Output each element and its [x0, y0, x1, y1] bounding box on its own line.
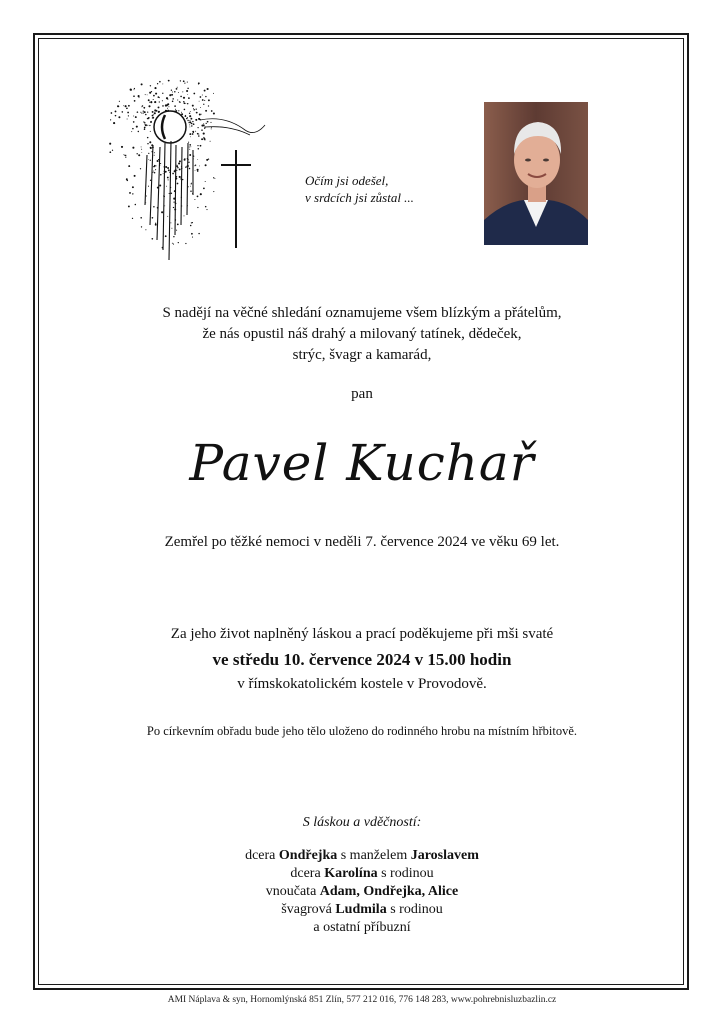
mourner-relation: a ostatní příbuzní: [313, 920, 411, 935]
cross-ornament-icon: [105, 75, 275, 270]
intro-line-1: S nadějí na věčné shledání oznamujeme všem blízkým a přátelům,: [162, 305, 562, 321]
mourner-name: Karolína: [324, 866, 378, 881]
mourners-list: [40, 847, 684, 937]
mourner-name: Ludmila: [335, 902, 387, 917]
mourner-relation: s rodinou: [377, 866, 434, 881]
burial-note: Po církevním obřadu bude jeho tělo uloženo do rodinného hrobu na místním hřbitově.: [146, 724, 578, 738]
death-notice: Zemřel po těžké nemoci v neděli 7. července 2024 ve věku 69 let.: [164, 534, 560, 550]
mourner-name: Adam, Ondřejka, Alice: [319, 884, 459, 899]
ceremony-intro: Za jeho život naplněný láskou a prací poděkujeme při mši svaté: [170, 626, 554, 642]
motto-line-1: Očím jsi odešel,: [305, 173, 389, 188]
mourner-relation: dcera: [245, 848, 279, 863]
closing-phrase: S láskou a vděčností:: [302, 815, 422, 830]
mourner-line: [40, 919, 684, 937]
ceremony-place: v římskokatolickém kostele v Provodově.: [237, 676, 487, 692]
mourner-line: [40, 901, 684, 919]
intro-line-2: že nás opustil náš drahý a milovaný tatínek, dědeček,: [202, 326, 522, 342]
mourner-relation: s rodinou: [386, 902, 443, 917]
mourner-line: [40, 865, 684, 883]
motto-line-2: v srdcích jsi zůstal ...: [305, 190, 414, 205]
mourner-line: [40, 883, 684, 901]
mourner-relation: s manželem: [337, 848, 411, 863]
deceased-name: Pavel Kuchař: [189, 434, 535, 492]
announcement-intro: [40, 303, 684, 366]
mourner-relation: dcera: [290, 866, 325, 881]
ceremony-datetime: ve středu 10. července 2024 v 15.00 hodin: [212, 650, 512, 669]
funeral-service-footer: AMI Náplava & syn, Hornomlýnská 851 Zlín, 577 212 016, 776 148 283, www.pohrebnisluzbazlin.cz: [167, 995, 557, 1005]
mourner-relation: švagrová: [281, 902, 336, 917]
mourner-relation: vnoučata: [265, 884, 320, 899]
intro-line-3: strýc, švagr a kamarád,: [292, 347, 432, 363]
motto: [305, 172, 475, 206]
mourner-name: Ondřejka: [278, 848, 338, 863]
mourner-line: [40, 847, 684, 865]
mourner-name: Jaroslavem: [410, 848, 479, 863]
portrait-photo: [484, 102, 588, 245]
title-word: pan: [351, 386, 373, 402]
